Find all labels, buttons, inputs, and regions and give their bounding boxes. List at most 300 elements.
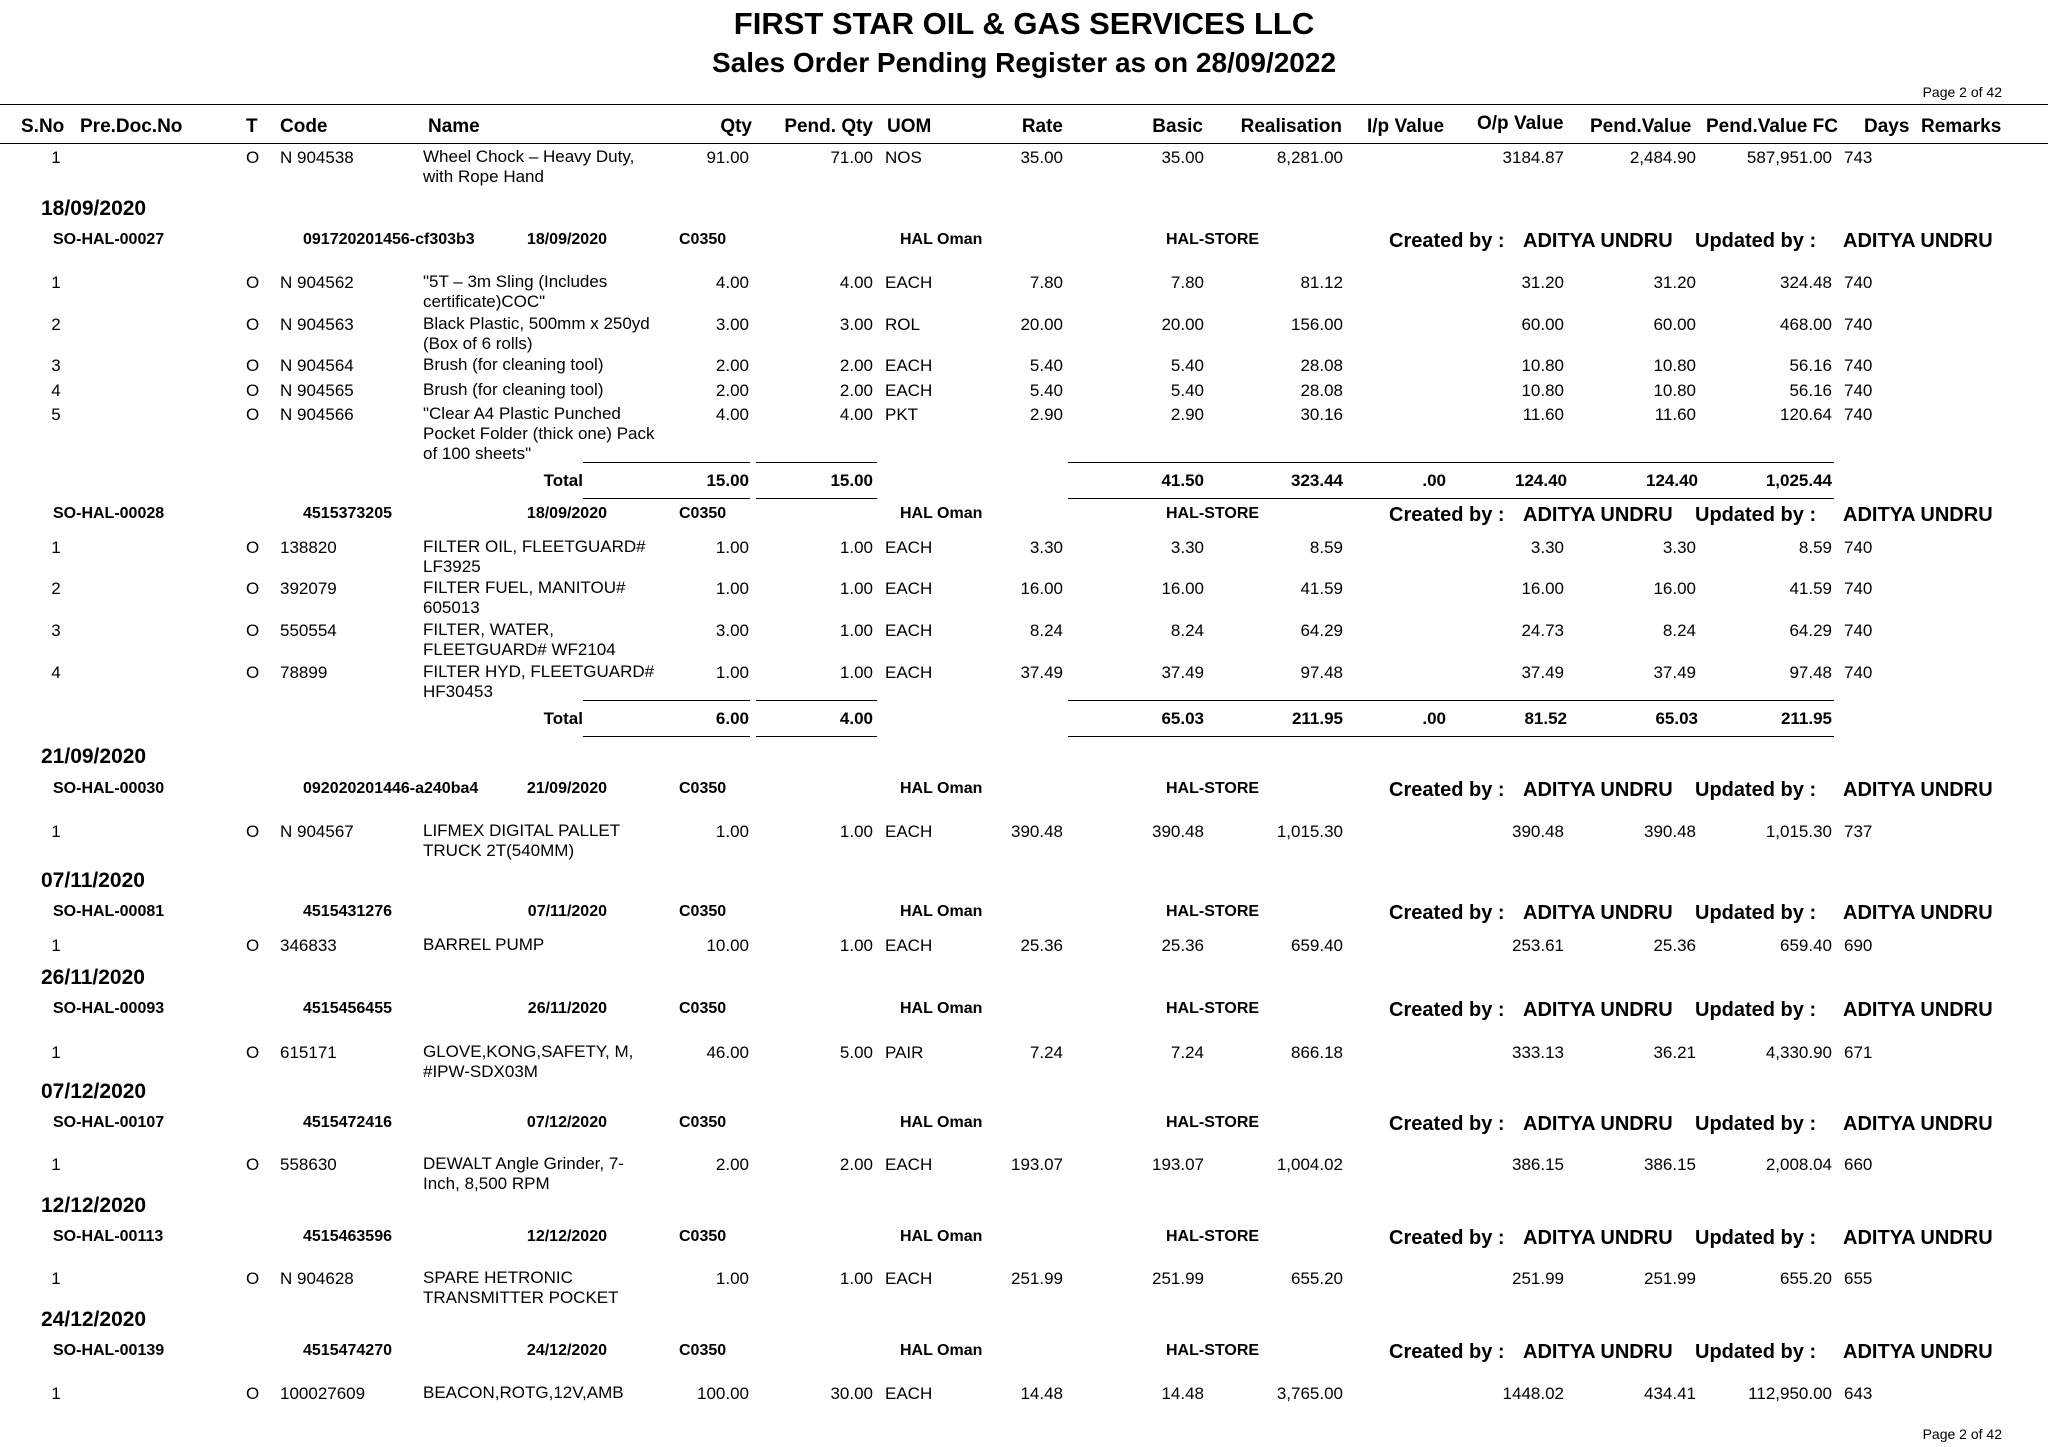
total-pend-value: 65.03 xyxy=(1655,709,1698,728)
table-row-pendfc: 56.16 xyxy=(1789,381,1832,400)
order-date: 24/12/2020 xyxy=(526,1342,607,1359)
total-realisation: 323.44 xyxy=(1291,471,1343,490)
updated-by-label: Updated by : xyxy=(1695,1341,1817,1363)
table-row-uom: PKT xyxy=(885,405,919,424)
table-row-real: 64.29 xyxy=(1300,621,1343,640)
updated-by-label: Updated by : xyxy=(1695,504,1817,526)
table-row-uom: EACH xyxy=(885,663,933,682)
table-row-pend: 4.00 xyxy=(839,405,873,424)
table-row-name-line: (Box of 6 rolls) xyxy=(423,334,533,353)
table-row-pendfc: 120.64 xyxy=(1780,405,1832,424)
table-row-t: O xyxy=(246,148,260,167)
table-row-uom: EACH xyxy=(885,579,933,598)
col-predocno: Pre.Doc.No xyxy=(80,116,183,137)
table-row-rate: 193.07 xyxy=(1011,1155,1063,1174)
table-row-t: O xyxy=(246,356,260,375)
table-row-pendfc: 659.40 xyxy=(1780,936,1832,955)
col-pend-qty: Pend. Qty xyxy=(784,116,873,137)
table-row-code: N 904564 xyxy=(280,356,354,375)
created-by-label: Created by : xyxy=(1389,999,1505,1021)
table-row-op: 24.73 xyxy=(1521,621,1564,640)
table-row-op: 333.13 xyxy=(1512,1043,1564,1062)
col-sno: S.No xyxy=(21,116,65,137)
table-row-qty: 2.00 xyxy=(715,1155,749,1174)
table-row-code: N 904562 xyxy=(280,273,354,292)
table-row-sno: 1 xyxy=(51,273,61,292)
customer-code: C0350 xyxy=(679,780,727,797)
col-basic: Basic xyxy=(1152,116,1203,137)
table-row-name-line: BARREL PUMP xyxy=(423,935,545,954)
table-row-op: 3184.87 xyxy=(1502,148,1564,167)
order-number: SO-HAL-00027 xyxy=(53,231,165,248)
table-row-uom: EACH xyxy=(885,621,933,640)
table-row-basic: 390.48 xyxy=(1152,822,1204,841)
updated-by-user: ADITYA UNDRU xyxy=(1843,1113,1993,1135)
table-row-name-line: FILTER, WATER, xyxy=(423,620,554,639)
table-row-days: 740 xyxy=(1844,381,1873,400)
table-row-t: O xyxy=(246,1043,260,1062)
company-name: FIRST STAR OIL & GAS SERVICES LLC xyxy=(733,6,1315,41)
table-row-basic: 14.48 xyxy=(1161,1384,1204,1403)
table-row-sno: 1 xyxy=(51,1384,61,1403)
order-date: 18/09/2020 xyxy=(526,505,607,522)
table-row-rate: 390.48 xyxy=(1011,822,1063,841)
order-reference: 4515373205 xyxy=(303,505,392,522)
branch-name: HAL Oman xyxy=(900,1228,983,1245)
table-row-t: O xyxy=(246,273,260,292)
table-row-sno: 1 xyxy=(51,936,61,955)
table-row-pend: 3.00 xyxy=(839,315,873,334)
table-row-op: 1448.02 xyxy=(1502,1384,1564,1403)
table-row-sno: 5 xyxy=(51,405,61,424)
table-row-pendv: 251.99 xyxy=(1644,1269,1696,1288)
created-by-label: Created by : xyxy=(1389,504,1505,526)
total-rule-bottom xyxy=(1068,498,1834,499)
updated-by-label: Updated by : xyxy=(1695,779,1817,801)
created-by-user: ADITYA UNDRU xyxy=(1523,1341,1673,1363)
table-row-name-line: Brush (for cleaning tool) xyxy=(423,380,604,399)
table-row-code: N 904538 xyxy=(280,148,354,167)
table-row-code: N 904567 xyxy=(280,822,354,841)
order-number: SO-HAL-00081 xyxy=(53,903,165,920)
table-row-days: 660 xyxy=(1844,1155,1873,1174)
table-row-op: 3.30 xyxy=(1530,538,1564,557)
branch-name: HAL Oman xyxy=(900,780,983,797)
table-row-basic: 20.00 xyxy=(1161,315,1204,334)
created-by-label: Created by : xyxy=(1389,1113,1505,1135)
table-row-op: 37.49 xyxy=(1521,663,1564,682)
table-row-pendfc: 8.59 xyxy=(1798,538,1832,557)
table-row-code: 615171 xyxy=(280,1043,337,1062)
branch-name: HAL Oman xyxy=(900,1342,983,1359)
total-rule-top xyxy=(583,462,750,463)
created-by-user: ADITYA UNDRU xyxy=(1523,902,1673,924)
total-op-value: 81.52 xyxy=(1524,709,1567,728)
table-row-pendfc: 655.20 xyxy=(1780,1269,1832,1288)
branch-name: HAL Oman xyxy=(900,1000,983,1017)
updated-by-user: ADITYA UNDRU xyxy=(1843,1341,1993,1363)
table-row-real: 1,004.02 xyxy=(1276,1155,1343,1174)
store-name: HAL-STORE xyxy=(1166,903,1260,920)
col-ip-value: I/p Value xyxy=(1367,116,1445,137)
order-date: 21/09/2020 xyxy=(526,780,607,797)
total-rule-bottom xyxy=(756,498,877,499)
branch-name: HAL Oman xyxy=(900,903,983,920)
table-row-basic: 5.40 xyxy=(1170,381,1204,400)
table-row-days: 740 xyxy=(1844,538,1873,557)
total-qty: 6.00 xyxy=(715,709,749,728)
total-basic: 41.50 xyxy=(1161,471,1204,490)
table-row-name-line: GLOVE,KONG,SAFETY, M, xyxy=(423,1042,634,1061)
date-heading: 12/12/2020 xyxy=(41,1194,147,1217)
table-row-op: 31.20 xyxy=(1521,273,1564,292)
table-row-sno: 2 xyxy=(51,315,61,334)
col-uom: UOM xyxy=(887,116,932,137)
table-row-t: O xyxy=(246,1155,260,1174)
order-number: SO-HAL-00028 xyxy=(53,505,165,522)
table-row-sno: 1 xyxy=(51,538,61,557)
table-row-basic: 37.49 xyxy=(1161,663,1204,682)
table-row-pendfc: 324.48 xyxy=(1780,273,1832,292)
table-row-pendv: 25.36 xyxy=(1653,936,1696,955)
table-row-qty: 91.00 xyxy=(706,148,749,167)
table-row-real: 8,281.00 xyxy=(1276,148,1343,167)
table-row-days: 740 xyxy=(1844,273,1873,292)
table-row-qty: 1.00 xyxy=(715,1269,749,1288)
created-by-user: ADITYA UNDRU xyxy=(1523,1227,1673,1249)
table-row-uom: EACH xyxy=(885,1155,933,1174)
table-row-uom: EACH xyxy=(885,381,933,400)
table-row-name-line: TRUCK 2T(540MM) xyxy=(423,841,575,860)
table-row-op: 16.00 xyxy=(1521,579,1564,598)
order-date: 12/12/2020 xyxy=(526,1228,607,1245)
table-row-name-line: FILTER FUEL, MANITOU# xyxy=(423,578,626,597)
table-row-rate: 37.49 xyxy=(1020,663,1063,682)
table-row-op: 10.80 xyxy=(1521,356,1564,375)
total-label: Total xyxy=(543,709,583,728)
updated-by-label: Updated by : xyxy=(1695,230,1817,252)
table-row-basic: 7.24 xyxy=(1170,1043,1204,1062)
col-days: Days xyxy=(1864,116,1910,137)
table-row-name-line: HF30453 xyxy=(423,682,493,701)
table-row-sno: 1 xyxy=(51,822,61,841)
table-row-op: 390.48 xyxy=(1512,822,1564,841)
table-row-code: 550554 xyxy=(280,621,337,640)
table-row-days: 740 xyxy=(1844,621,1873,640)
table-row-code: N 904565 xyxy=(280,381,354,400)
table-row-pend: 5.00 xyxy=(839,1043,873,1062)
table-row-code: N 904628 xyxy=(280,1269,354,1288)
table-row-real: 28.08 xyxy=(1300,381,1343,400)
table-row-t: O xyxy=(246,936,260,955)
total-rule-top xyxy=(756,462,877,463)
store-name: HAL-STORE xyxy=(1166,231,1260,248)
table-row-qty: 2.00 xyxy=(715,381,749,400)
table-row-qty: 1.00 xyxy=(715,538,749,557)
table-row-pendv: 10.80 xyxy=(1653,381,1696,400)
table-row-pend: 1.00 xyxy=(839,936,873,955)
table-row-qty: 100.00 xyxy=(697,1384,749,1403)
table-row-qty: 3.00 xyxy=(715,315,749,334)
table-row-days: 740 xyxy=(1844,663,1873,682)
order-date: 26/11/2020 xyxy=(527,1000,607,1017)
table-row-pendv: 16.00 xyxy=(1653,579,1696,598)
table-row-rate: 5.40 xyxy=(1029,356,1063,375)
total-rule-top xyxy=(1068,462,1834,463)
store-name: HAL-STORE xyxy=(1166,780,1260,797)
table-row-pendfc: 97.48 xyxy=(1789,663,1832,682)
order-reference: 092020201446-a240ba4 xyxy=(303,780,479,797)
table-row-name-line: BEACON,ROTG,12V,AMB xyxy=(423,1383,624,1402)
table-row-qty: 3.00 xyxy=(715,621,749,640)
table-row-pendfc: 2,008.04 xyxy=(1765,1155,1832,1174)
col-code: Code xyxy=(280,116,328,137)
table-row-sno: 4 xyxy=(51,381,61,400)
table-row-op: 253.61 xyxy=(1512,936,1564,955)
customer-code: C0350 xyxy=(679,1228,727,1245)
table-row-pendfc: 64.29 xyxy=(1789,621,1832,640)
table-row-rate: 3.30 xyxy=(1029,538,1063,557)
table-row-pendfc: 41.59 xyxy=(1789,579,1832,598)
table-row-basic: 16.00 xyxy=(1161,579,1204,598)
table-row-qty: 46.00 xyxy=(706,1043,749,1062)
table-row-pendv: 390.48 xyxy=(1644,822,1696,841)
order-date: 07/11/2020 xyxy=(527,903,607,920)
table-row-basic: 8.24 xyxy=(1170,621,1204,640)
table-row-real: 81.12 xyxy=(1300,273,1343,292)
table-row-pend: 71.00 xyxy=(830,148,873,167)
table-row-qty: 2.00 xyxy=(715,356,749,375)
table-row-basic: 5.40 xyxy=(1170,356,1204,375)
table-row-days: 740 xyxy=(1844,315,1873,334)
table-row-days: 740 xyxy=(1844,356,1873,375)
date-heading: 18/09/2020 xyxy=(41,197,147,220)
table-row-days: 743 xyxy=(1844,148,1873,167)
table-row-rate: 14.48 xyxy=(1020,1384,1063,1403)
table-row-pendv: 2,484.90 xyxy=(1629,148,1696,167)
date-heading: 07/12/2020 xyxy=(41,1080,147,1103)
total-pend-value-fc: 211.95 xyxy=(1780,709,1832,728)
col-qty: Qty xyxy=(720,116,752,137)
order-reference: 4515456455 xyxy=(303,1000,392,1017)
total-pend-qty: 4.00 xyxy=(839,709,873,728)
updated-by-label: Updated by : xyxy=(1695,1227,1817,1249)
table-row-basic: 251.99 xyxy=(1152,1269,1204,1288)
table-row-qty: 10.00 xyxy=(706,936,749,955)
date-heading: 21/09/2020 xyxy=(41,745,147,768)
table-row-name-line: 605013 xyxy=(423,598,480,617)
table-row-name-line: Wheel Chock – Heavy Duty, xyxy=(423,147,635,166)
col-realisation: Realisation xyxy=(1240,116,1342,137)
table-row-real: 3,765.00 xyxy=(1276,1384,1343,1403)
created-by-label: Created by : xyxy=(1389,230,1505,252)
customer-code: C0350 xyxy=(679,1000,727,1017)
table-row-days: 740 xyxy=(1844,579,1873,598)
date-heading: 07/11/2020 xyxy=(41,869,145,892)
table-row-pendv: 31.20 xyxy=(1653,273,1696,292)
table-row-pend: 1.00 xyxy=(839,1269,873,1288)
table-row-uom: ROL xyxy=(885,315,920,334)
table-row-pendv: 434.41 xyxy=(1644,1384,1696,1403)
table-row-pend: 2.00 xyxy=(839,381,873,400)
table-row-name-line: Inch, 8,500 RPM xyxy=(423,1174,550,1193)
table-row-name-line: LIFMEX DIGITAL PALLET xyxy=(423,821,621,840)
table-row-pend: 1.00 xyxy=(839,579,873,598)
col-pend-value-fc: Pend.Value FC xyxy=(1706,116,1838,137)
total-pend-value-fc: 1,025.44 xyxy=(1765,471,1832,490)
date-heading: 26/11/2020 xyxy=(41,966,145,989)
table-row-basic: 7.80 xyxy=(1170,273,1204,292)
table-row-t: O xyxy=(246,1384,260,1403)
table-row-uom: EACH xyxy=(885,822,933,841)
updated-by-user: ADITYA UNDRU xyxy=(1843,779,1993,801)
table-row-rate: 251.99 xyxy=(1011,1269,1063,1288)
table-row-days: 655 xyxy=(1844,1269,1873,1288)
table-row-basic: 193.07 xyxy=(1152,1155,1204,1174)
table-row-name-line: FLEETGUARD# WF2104 xyxy=(423,640,616,659)
store-name: HAL-STORE xyxy=(1166,1342,1260,1359)
table-row-t: O xyxy=(246,538,260,557)
table-row-pendv: 386.15 xyxy=(1644,1155,1696,1174)
store-name: HAL-STORE xyxy=(1166,505,1260,522)
order-reference: 091720201456-cf303b3 xyxy=(303,231,475,248)
table-row-pendv: 60.00 xyxy=(1653,315,1696,334)
table-row-real: 30.16 xyxy=(1300,405,1343,424)
updated-by-label: Updated by : xyxy=(1695,999,1817,1021)
order-number: SO-HAL-00113 xyxy=(53,1228,164,1245)
table-row-days: 690 xyxy=(1844,936,1873,955)
table-row-rate: 5.40 xyxy=(1029,381,1063,400)
table-row-t: O xyxy=(246,315,260,334)
table-row-days: 643 xyxy=(1844,1384,1873,1403)
total-rule-bottom xyxy=(1068,736,1834,737)
updated-by-user: ADITYA UNDRU xyxy=(1843,504,1993,526)
table-row-name-line: of 100 sheets" xyxy=(423,444,532,463)
total-rule-bottom xyxy=(583,498,750,499)
table-row-name-line: FILTER OIL, FLEETGUARD# xyxy=(423,537,646,556)
updated-by-user: ADITYA UNDRU xyxy=(1843,902,1993,924)
date-heading: 24/12/2020 xyxy=(41,1308,147,1331)
table-row-pend: 30.00 xyxy=(830,1384,873,1403)
updated-by-user: ADITYA UNDRU xyxy=(1843,230,1993,252)
table-row-real: 866.18 xyxy=(1291,1043,1343,1062)
table-row-name-line: TRANSMITTER POCKET xyxy=(423,1288,619,1307)
table-row-name-line: Pocket Folder (thick one) Pack xyxy=(423,424,655,443)
table-row-pendv: 11.60 xyxy=(1654,405,1696,424)
table-row-t: O xyxy=(246,621,260,640)
table-row-t: O xyxy=(246,381,260,400)
table-row-rate: 20.00 xyxy=(1020,315,1063,334)
customer-code: C0350 xyxy=(679,505,727,522)
table-row-op: 60.00 xyxy=(1521,315,1564,334)
table-row-sno: 1 xyxy=(51,1043,61,1062)
col-remarks: Remarks xyxy=(1921,116,2002,137)
total-pend-qty: 15.00 xyxy=(830,471,873,490)
table-row-name-line: LF3925 xyxy=(423,557,481,576)
table-row-pend: 1.00 xyxy=(839,663,873,682)
table-row-name-line: #IPW-SDX03M xyxy=(423,1062,538,1081)
table-row-basic: 35.00 xyxy=(1161,148,1204,167)
created-by-label: Created by : xyxy=(1389,902,1505,924)
total-rule-bottom xyxy=(583,736,750,737)
table-row-uom: EACH xyxy=(885,538,933,557)
table-row-name-line: Brush (for cleaning tool) xyxy=(423,355,604,374)
header-rule-top xyxy=(0,104,2048,105)
table-row-sno: 4 xyxy=(51,663,61,682)
updated-by-user: ADITYA UNDRU xyxy=(1843,1227,1993,1249)
store-name: HAL-STORE xyxy=(1166,1228,1260,1245)
table-row-code: N 904566 xyxy=(280,405,354,424)
table-row-code: 558630 xyxy=(280,1155,337,1174)
table-row-pend: 1.00 xyxy=(839,822,873,841)
table-row-real: 1,015.30 xyxy=(1276,822,1343,841)
col-t: T xyxy=(246,116,258,137)
total-rule-top xyxy=(756,700,877,701)
table-row-days: 740 xyxy=(1844,405,1873,424)
table-row-sno: 1 xyxy=(51,1155,61,1174)
col-pend-value: Pend.Value xyxy=(1590,116,1692,137)
total-rule-top xyxy=(583,700,750,701)
table-row-code: 346833 xyxy=(280,936,337,955)
table-row-t: O xyxy=(246,822,260,841)
table-row-pend: 1.00 xyxy=(839,538,873,557)
store-name: HAL-STORE xyxy=(1166,1114,1260,1131)
table-row-t: O xyxy=(246,1269,260,1288)
table-row-real: 659.40 xyxy=(1291,936,1343,955)
customer-code: C0350 xyxy=(679,231,727,248)
col-name: Name xyxy=(428,116,480,137)
table-row-real: 28.08 xyxy=(1300,356,1343,375)
table-row-op: 386.15 xyxy=(1512,1155,1564,1174)
table-row-pend: 1.00 xyxy=(839,621,873,640)
created-by-user: ADITYA UNDRU xyxy=(1523,999,1673,1021)
created-by-user: ADITYA UNDRU xyxy=(1523,779,1673,801)
created-by-label: Created by : xyxy=(1389,1227,1505,1249)
updated-by-user: ADITYA UNDRU xyxy=(1843,999,1993,1021)
order-reference: 4515463596 xyxy=(303,1228,392,1245)
table-row-pendfc: 587,951.00 xyxy=(1746,148,1832,167)
table-row-uom: PAIR xyxy=(885,1043,924,1062)
table-row-pendv: 36.21 xyxy=(1653,1043,1696,1062)
table-row-sno: 3 xyxy=(51,621,61,640)
order-date: 07/12/2020 xyxy=(526,1114,607,1131)
table-row-pendv: 8.24 xyxy=(1662,621,1696,640)
branch-name: HAL Oman xyxy=(900,1114,983,1131)
table-row-name-line: certificate)COC" xyxy=(423,292,546,311)
table-row-real: 156.00 xyxy=(1291,315,1343,334)
table-row-pendfc: 112,950.00 xyxy=(1748,1384,1832,1403)
table-row-op: 10.80 xyxy=(1521,381,1564,400)
created-by-user: ADITYA UNDRU xyxy=(1523,230,1673,252)
order-date: 18/09/2020 xyxy=(526,231,607,248)
table-row-sno: 2 xyxy=(51,579,61,598)
table-row-name-line: SPARE HETRONIC xyxy=(423,1268,573,1287)
table-row-real: 8.59 xyxy=(1309,538,1343,557)
table-row-pendv: 10.80 xyxy=(1653,356,1696,375)
customer-code: C0350 xyxy=(679,1342,727,1359)
table-row-uom: EACH xyxy=(885,356,933,375)
total-pend-value: 124.40 xyxy=(1646,471,1698,490)
table-row-real: 41.59 xyxy=(1300,579,1343,598)
table-row-t: O xyxy=(246,405,260,424)
total-label: Total xyxy=(543,471,583,490)
table-row-pendfc: 4,330.90 xyxy=(1765,1043,1832,1062)
table-row-sno: 1 xyxy=(51,148,61,167)
total-qty: 15.00 xyxy=(706,471,749,490)
table-row-uom: EACH xyxy=(885,936,933,955)
table-row-pend: 2.00 xyxy=(839,356,873,375)
total-rule-bottom xyxy=(756,736,877,737)
